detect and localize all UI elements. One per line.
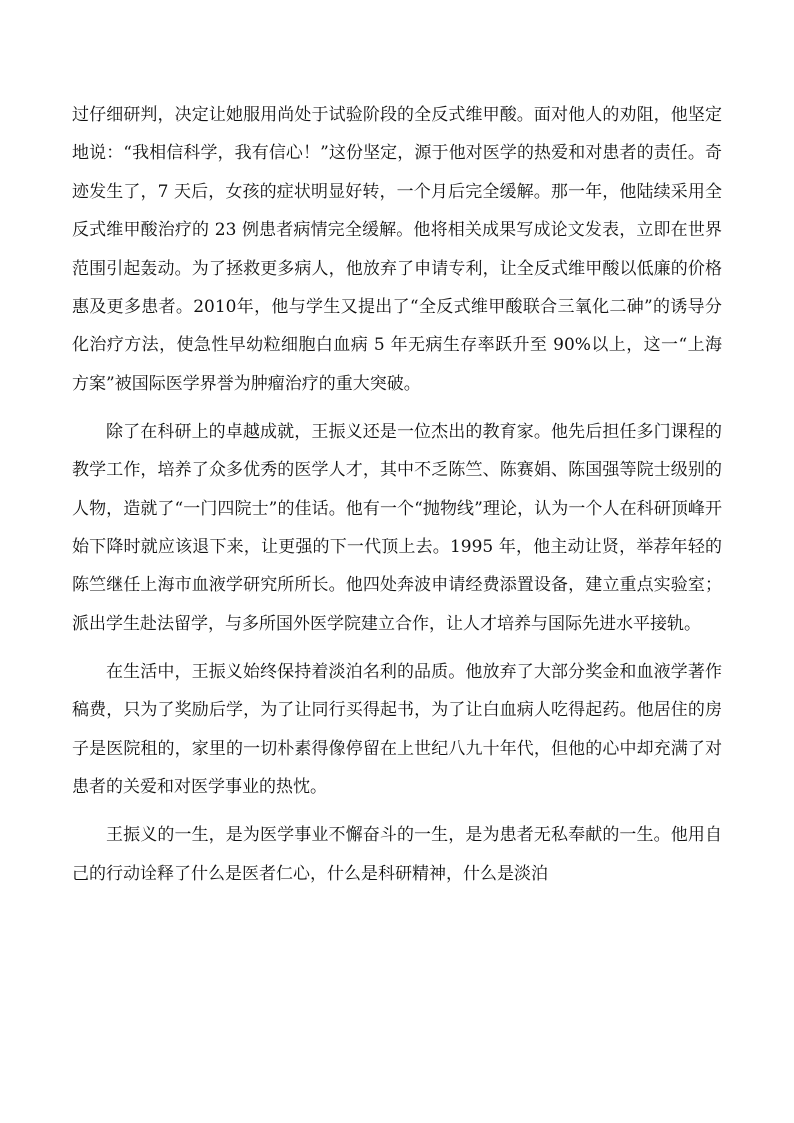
paragraph-modest-life: 在生活中，王振义始终保持着淡泊名利的品质。他放弃了大部分奖金和血液学著作稿费，只为了奖励后学，为了让同行买得起书，为了让白血病人吃得起药。他居住的房子是医院租的，家里的一切朴素得像停留在上世纪八九十年代，但他的心中却充满了对患者的关爱和对医学事业的热忱。 <box>72 661 722 798</box>
paragraph-treatment-breakthrough: 过仔细研判，决定让她服用尚处于试验阶段的全反式维甲酸。面对他人的劝阻，他坚定地说：“我相信科学，我有信心！”这份坚定，源于他对医学的热爱和对患者的责任。奇迹发生了，7 天后，女孩的症状明显好转，一个月后完全缓解。那一年，他陆续采用全反式维甲酸治疗的 23 例患者病情完全缓解。他将相关成果写成论文发表，立即在世界范围引起轰动。为了拯救更多病人，他放弃了申请专利，让全反式维甲酸以低廉的价格惠及更多患者。2010年，他与学生又提出了“全反式维甲酸联合三氧化二砷”的诱导分化治疗方法，使急性早幼粒细胞白血病 5 年无病生存率跃升至 90%以上，这一“上海方案”被国际医学界誉为肿瘤治疗的重大突破。 <box>72 105 722 394</box>
paragraph-summary: 王振义的一生，是为医学事业不懈奋斗的一生，是为患者无私奉献的一生。他用自己的行动诠释了什么是医者仁心，什么是科研精神，什么是淡泊 <box>72 825 722 884</box>
paragraph-educator: 除了在科研上的卓越成就，王振义还是一位杰出的教育家。他先后担任多门课程的教学工作，培养了众多优秀的医学人才，其中不乏陈竺、陈赛娟、陈国强等院士级别的人物，造就了“一门四院士”的佳话。他有一个“抛物线”理论，认为一个人在科研顶峰开始下降时就应该退下来，让更强的下一代顶上去。1995 年，他主动让贤，举荐年轻的陈竺继任上海市血液学研究所所长。他四处奔波申请经费添置设备，建立重点实验室；派出学生赴法留学，与多所国外医学院建立合作，让人才培养与国际先进水平接轨。 <box>72 421 722 634</box>
document-body <box>72 96 722 893</box>
